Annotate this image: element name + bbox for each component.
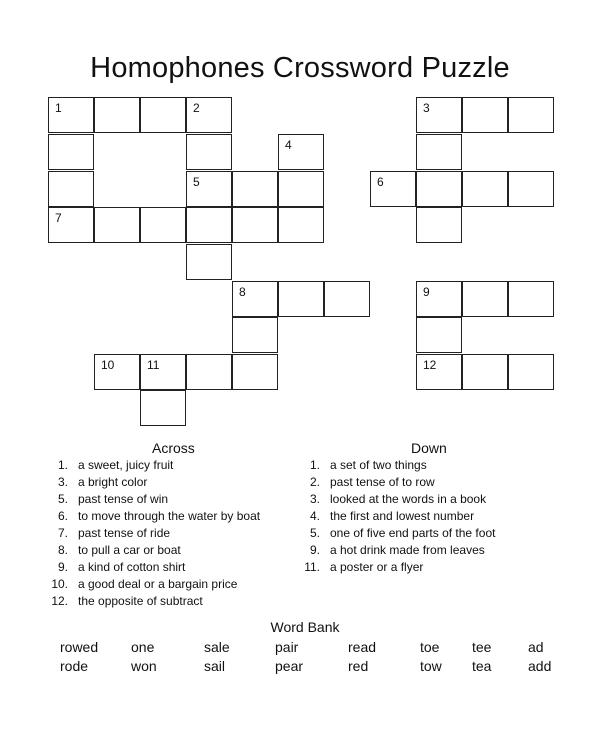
word-bank-word: sail [204,658,226,674]
clue-text: past tense of to row [330,475,435,489]
clue-number: 9. [57,560,68,574]
grid-cell [94,97,140,133]
clue-number: 1. [57,458,68,472]
clue-number: 9 [423,285,430,299]
clue-text: past tense of win [78,492,169,506]
word-bank-word: read [348,639,377,655]
clue-number: 10 [101,358,115,372]
across-clue [48,457,298,474]
across-clue [48,542,298,559]
clue-number: 3. [309,492,320,506]
grid-cell [140,97,186,133]
grid-cell [94,354,140,390]
down-clue [300,508,590,525]
word-bank-word: ad [528,639,544,655]
grid-cell [232,207,278,243]
down-heading: Down [411,440,447,456]
clue-text: a kind of cotton shirt [78,560,186,574]
across-clue [48,559,298,576]
clue-number: 12. [51,594,68,608]
clue-text: a sweet, juicy fruit [78,458,174,472]
clue-text: one of five end parts of the foot [330,526,496,540]
clue-number: 6. [57,509,68,523]
grid-cell [416,317,462,353]
clue-number: 11. [304,560,320,574]
clue-text: a hot drink made from leaves [330,543,485,557]
grid-cell [508,281,554,317]
clue-number: 9. [309,543,320,557]
clue-number: 7 [55,211,62,225]
down-clue-list [300,457,590,576]
grid-cell [140,390,186,426]
word-bank-word: tea [472,658,492,674]
word-bank-word: red [348,658,369,674]
grid-cell [508,354,554,390]
grid-cell [140,354,186,390]
word-bank-word: tee [472,639,492,655]
grid-cell [416,134,462,170]
down-clue [300,542,590,559]
grid-cell [186,354,232,390]
word-bank-word: toe [420,639,440,655]
word-bank-word: pair [275,639,299,655]
grid-cell [462,97,508,133]
clue-number: 3. [57,475,68,489]
clue-text: the first and lowest number [330,509,475,523]
page-title: Homophones Crossword Puzzle [90,52,510,84]
grid-cell [278,281,324,317]
grid-cell [416,354,462,390]
grid-cell [416,281,462,317]
clue-number: 8. [57,543,68,557]
word-bank-word: rowed [60,639,99,655]
clue-number: 5. [57,492,68,506]
grid-cell [232,171,278,207]
grid-cell [508,171,554,207]
clue-number: 4 [285,138,292,152]
across-heading: Across [152,440,195,456]
grid-cell [186,97,232,133]
clue-number: 6 [377,175,384,189]
grid-cell [232,354,278,390]
grid-cell [186,207,232,243]
grid-cell [186,244,232,280]
grid-cell [186,171,232,207]
word-bank-title: Word Bank [270,619,340,635]
clue-number: 10. [51,577,68,591]
clue-number: 2 [193,101,200,115]
clue-number: 1 [55,101,62,115]
clue-text: a good deal or a bargain price [78,577,238,591]
clue-number: 11 [147,358,160,372]
grid-cell [416,97,462,133]
across-clue-list [48,457,298,610]
clue-text: a set of two things [330,458,427,472]
grid-cell [232,317,278,353]
across-clue [48,576,298,593]
clue-number: 8 [239,285,246,299]
grid-cell [48,134,94,170]
clue-number: 1. [309,458,320,472]
down-clue [300,559,590,576]
clue-text: to pull a car or boat [78,543,181,557]
clue-number: 12 [423,358,437,372]
clue-text: a poster or a flyer [330,560,424,574]
clue-number: 4. [309,509,320,523]
grid-cell [94,207,140,243]
down-clue [300,525,590,542]
grid-cell [48,171,94,207]
clue-text: to move through the water by boat [78,509,261,523]
word-bank-word: one [131,639,155,655]
across-clue [48,491,298,508]
clue-number: 5 [193,175,200,189]
grid-cell [186,134,232,170]
clue-text: looked at the words in a book [330,492,487,506]
grid-cell [416,207,462,243]
grid-cell [370,171,416,207]
grid-cell [278,134,324,170]
word-bank-word: add [528,658,552,674]
grid-cell [462,281,508,317]
grid-cell [508,97,554,133]
clue-text: the opposite of subtract [78,594,203,608]
across-clue [48,474,298,491]
across-clue [48,593,298,610]
across-clue [48,525,298,542]
clue-number: 7. [57,526,68,540]
down-clue [300,474,590,491]
grid-cell [462,171,508,207]
down-clue [300,457,590,474]
word-bank-word: rode [60,658,89,674]
down-clue [300,491,590,508]
grid-cell [462,354,508,390]
word-bank-word: won [131,658,157,674]
grid-cell [278,171,324,207]
clue-text: a bright color [78,475,148,489]
word-bank-word: pear [275,658,304,674]
grid-cell [232,281,278,317]
grid-cell [416,171,462,207]
clue-number: 3 [423,101,430,115]
clue-number: 2. [309,475,320,489]
grid-cell [140,207,186,243]
across-clue [48,508,298,525]
word-bank-word: sale [204,639,230,655]
grid-cell [278,207,324,243]
clue-text: past tense of ride [78,526,171,540]
word-bank-word: tow [420,658,442,674]
clue-number: 5. [309,526,320,540]
grid-cell [324,281,370,317]
grid-cell [48,97,94,133]
grid-cell [48,207,94,243]
